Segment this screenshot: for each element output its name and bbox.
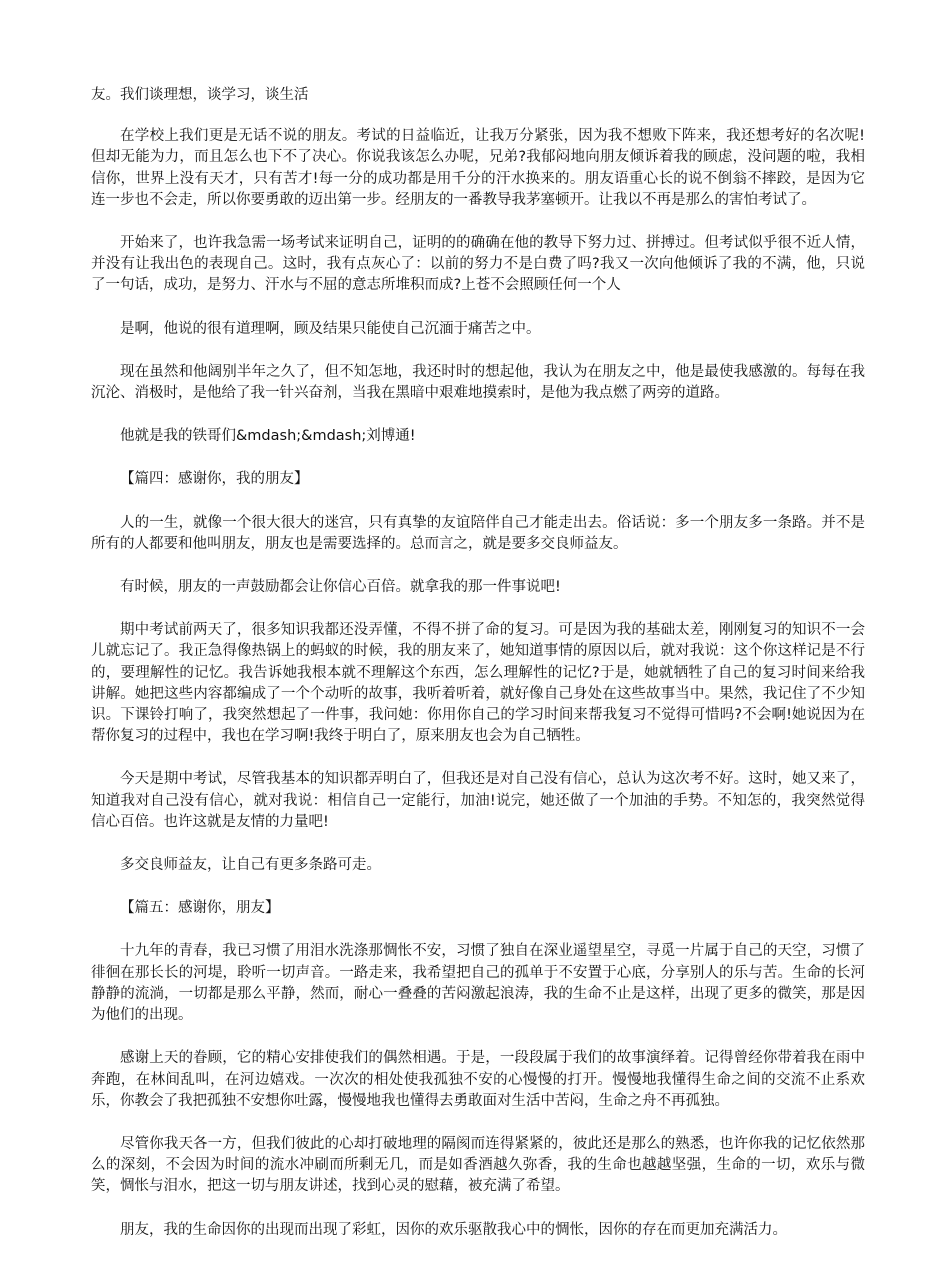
paragraph: 期中考试前两天了，很多知识我都还没弄懂，不得不拼了命的复习。可是因为我的基础太差，刚刚复习的知识不一会儿就忘记了。我正急得像热锅上的蚂蚁的时候，我的朋友来了，她知道事情的原因以后，就对我说：这个你这样记是不行的，要理解性的记忆。我告诉她我根本就不理解这个东西，怎么理解性的记忆?于是，她就牺牲了自己的复习时间来给我讲解。她把这些内容都编成了一个个动听的故事，我听着听着，就好像自己身处在这些故事当中。果然，我记住了不少知识。下课铃打响了，我突然想起了一件事，我问她：你用你自己的学习时间来帮我复习不觉得可惜吗?不会啊!她说因为在帮你复习的过程中，我也在学习啊!我终于明白了，原来朋友也会为自己牺牲。 (91, 622, 865, 745)
paragraph: 是啊，他说的很有道理啊，顾及结果只能使自己沉湎于痛苦之中。 (120, 320, 541, 337)
paragraph: 感谢上天的眷顾，它的精心安排使我们的偶然相遇。于是，一段段属于我们的故事演绎着。记得曾经你带着我在雨中奔跑，在林间乱叫，在河边嬉戏。一次次的相处使我孤独不安的心慢慢的打开。慢慢地我懂得生命之间的交流不止系欢乐，你教会了我把孤独不安想你吐露，慢慢地我也懂得去勇敢面对生活中苦闷，生命之舟不再孤独。 (91, 1050, 865, 1109)
section-heading: 【篇四：感谢你，我的朋友】 (120, 471, 309, 488)
paragraph: 今天是期中考试，尽管我基本的知识都弄明白了，但我还是对自己没有信心，总认为这次考不好。这时，她又来了，知道我对自己没有信心，就对我说：相信自己一定能行，加油!说完，她还做了一个加油的手势。不知怎的，我突然觉得信心百倍。也许这就是友情的力量吧! (91, 771, 865, 830)
paragraph: 有时候，朋友的一声鼓励都会让你信心百倍。就拿我的那一件事说吧! (120, 579, 561, 596)
paragraph: 开始来了，也许我急需一场考试来证明自己，证明的的确确在他的教导下努力过、拼搏过。但考试似乎很不近人情，并没有让我出色的表现自己。这时，我有点灰心了：以前的努力不是白费了吗?我又一次向他倾诉了我的不满，他，只说了一句话，成功，是努力、汗水与不屈的意志所堆积而成?上苍不会照顾任何一个人 (91, 235, 865, 294)
paragraph: 朋友，我的生命因你的出现而出现了彩虹，因你的欢乐驱散我心中的惆怅，因你的存在而更加充满活力。 (120, 1221, 787, 1238)
section-heading: 【篇五：感谢你，朋友】 (120, 900, 280, 917)
paragraph: 现在虽然和他阔别半年之久了，但不知怎地，我还时时的想起他，我认为在朋友之中，他是最使我感激的。每每在我沉沦、消极时，是他给了我一针兴奋剂，当我在黑暗中艰难地摸索时，是他为我点燃了两旁的道路。 (91, 363, 865, 402)
paragraph: 多交良师益友，让自己有更多条路可走。 (120, 857, 381, 874)
document-body (91, 85, 865, 1263)
paragraph: 在学校上我们更是无话不说的朋友。考试的日益临近，让我万分紧张，因为我不想败下阵来，我还想考好的名次呢!但却无能为力，而且怎么也下不了决心。你说我该怎么办呢，兄弟?我郁闷地向朋友倾诉着我的顾虑，没问题的啦，我相信你，世界上没有天才，只有苦才!每一分的成功都是用千分的汗水换来的。朋友语重心长的说不倒翁不摔跤，是因为它连一步也不会走，所以你要勇敢的迈出第一步。经朋友的一番教导我茅塞顿开。让我以不再是那么的害怕考试了。 (91, 128, 865, 208)
paragraph: 十九年的青春，我已习惯了用泪水洗涤那惆怅不安，习惯了独自在深业遥望星空，寻觅一片属于自己的天空，习惯了徘徊在那长长的河堤，聆听一切声音。一路走来，我希望把自己的孤单于不安置于心底，分享别人的乐与苦。生命的长河静静的流淌，一切都是那么平静，然而，耐心一叠叠的苦闷激起浪涛，我的生命不止是这样，出现了更多的微笑，那是因为他们的出现。 (91, 943, 865, 1024)
paragraph: 尽管你我天各一方，但我们彼此的心却打破地理的隔阂而连得紧紧的，彼此还是那么的熟悉，也许你我的记忆依然那么的深刻，不会因为时间的流水冲刷而所剩无几，而是如香酒越久弥香，我的生命也越越坚强，生命的一切，欢乐与微笑，惆怅与泪水，把这一切与朋友讲述，找到心灵的慰藉，被充满了希望。 (91, 1135, 865, 1195)
paragraph: 人的一生，就像一个很大很大的迷宫，只有真挚的友谊陪伴自己才能走出去。俗话说：多一个朋友多一条路。并不是所有的人都要和他叫朋友，朋友也是需要选择的。总而言之，就是要多交良师益友。 (91, 514, 865, 552)
paragraph-continuation: 友。我们谈理想，谈学习，谈生活 (91, 87, 309, 103)
paragraph: 他就是我的铁哥们&mdash;&mdash;刘博通! (120, 428, 416, 445)
